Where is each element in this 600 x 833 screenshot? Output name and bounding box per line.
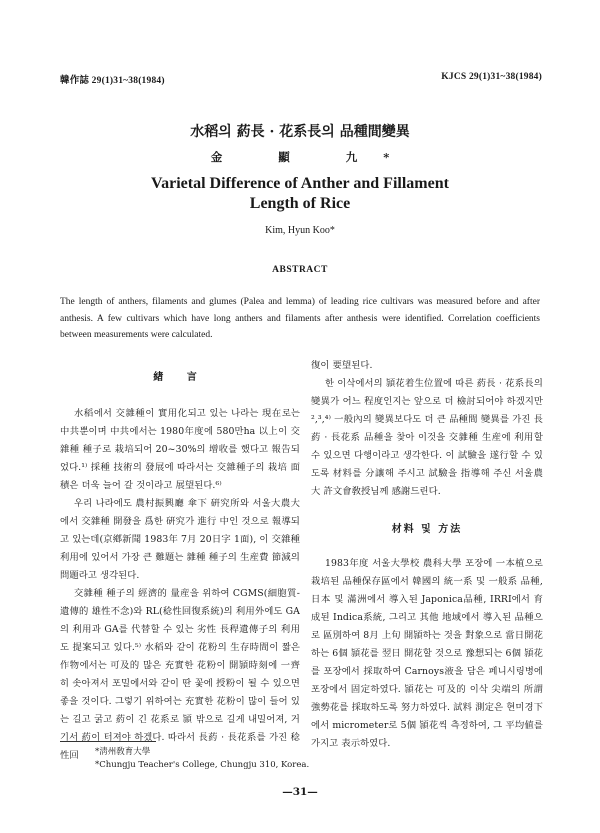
intro-acknowledgement: 한 이삭에서의 頴花着生位置에 따른 葯長 · 花系長의 變異가 어느 程度인지는 앞으로 더 檢討되어야 하겠지만²,³,⁴⁾ 一般內의 變異보다도 더 큰 品種間 變異를 가진 長葯 · 長花系 品種을 찾아 이것을 交雜種 生産에 利用할 수 있으면 다행이라고 생각한다. 이 試驗을 遂行할 수 있도록 材料를 分讓해 주시고 試驗을 指導해 주신 서울農大 許文會敎授님께 感謝드린다.: [311, 378, 543, 497]
abstract-heading: ABSTRACT: [272, 265, 328, 275]
english-title: [0, 174, 600, 214]
intro-continuation: 復이 要望된다.: [311, 360, 373, 371]
footnote-rule: [60, 741, 156, 742]
left-column: [60, 369, 300, 765]
methods-paragraph: 1983年度 서울大學校 農科大學 포장에 一本植으로 栽培된 品種保存區에서 韓國의 統一系 및 一般系 品種, 日本 및 滿洲에서 導入된 Japonica品種, IRRI에서 育成된 Indica系統, 그리고 其他 地域에서 導入된 品種으로 區別하여 8月 上旬 開頴하는 것을 對象으로 當日開花하는 6個 頴花를 翌日 開花할 것으로 豫想되는 6個 頴花를 포장에서 採取하여 Carnoys液을 담은 페니시링병에 포장에서 固定하였다. 頴花는 可及的 이삭 尖端의 所謂 強勢花를 採取하도록 努力하였다. 試料 測定은 현미경下에서 micrometer로 5個 頴花씩 측정하여, 그 平均値를 가지고 表示하였다.: [311, 558, 543, 749]
footnote-affiliation-ko: *淸州敎育大學: [95, 747, 151, 757]
right-column: [311, 357, 543, 753]
intro-paragraph-2: 우리 나라에도 農村振興廳 傘下 硏究所와 서울大農大에서 交雜種 開發을 爲한 硏究가 進行 中인 것으로 報導되고 있는데(京鄕新聞 1983年 7月 20日字 1面), 이 交雜種 利用에 있어서 가장 큰 難題는 雜種 種子의 生産費 節減의 問題라고 생각된다.: [60, 498, 300, 581]
running-header-right: KJCS 29(1)31~38(1984): [441, 72, 542, 82]
page-number: —31—: [282, 786, 318, 798]
footnote-affiliation-en: *Chungju Teacher's College, Chungju 310, Korea.: [95, 760, 310, 770]
abstract-body: The length of anthers, filaments and glumes (Palea and lemma) of leading rice cultivars was measured before and after anthesis. A few cultivars which have long anthers and filaments after anthesis were identified. Correlation coefficients between measurements were calculated.: [60, 297, 540, 340]
korean-title: 水稻의 葯長 · 花系長의 品種間變異: [190, 124, 410, 140]
english-title-line-1: Varietal Difference of Anther and Fillament: [151, 175, 449, 192]
section-heading-introduction: 緖 言: [153, 372, 207, 383]
intro-paragraph-1: 水稻에서 交雜種이 實用化되고 있는 나라는 現在로는 中共뿐이며 中共에서는 1980年度에 580만ha 以上이 交雜種 種子로 栽培되어 20~30%의 增收를 했다고 報告되었다.¹⁾ 採種 技術의 發展에 따라서는 交雜種子의 栽培 面積은 더욱 늘어 갈 것이라고 展望된다.⁶⁾: [60, 408, 300, 491]
english-author: Kim, Hyun Koo*: [265, 225, 335, 236]
korean-author: 金 顯 九*: [210, 150, 416, 164]
intro-paragraph-3: 交雜種 種子의 經濟的 量産을 위하여 CGMS(細胞質-遺傳的 雄性不念)와 RL(稔性回復系統)의 利用外에도 GA의 利用과 GA를 代替할 수 있는 劣性 長稈遺傳子의 利用도 提案되고 있다.⁵⁾ 水稻와 같이 花粉의 生存時間이 짧은 作物에서는 可及的 많은 充實한 花粉이 開頴時刻에 一齊히 솟아져서 포밀에서와 같이 딴 꽃에 授粉이 될 수 있으면 좋을 것이다. 그렇기 위하여는 充實한 花粉이 많이 들어 있는 길고 굵고 葯이 긴 花系로 頴 밖으로 길게 내밀어져, 거기서 葯이 터져야 하겠다. 따라서 長葯 · 長花系를 가진 稔性回: [60, 588, 300, 761]
section-heading-materials-methods: 材料 및 方法: [391, 524, 463, 535]
english-title-line-2: Length of Rice: [249, 195, 351, 212]
running-header-left: 韓作誌 29(1)31~38(1984): [60, 76, 165, 86]
